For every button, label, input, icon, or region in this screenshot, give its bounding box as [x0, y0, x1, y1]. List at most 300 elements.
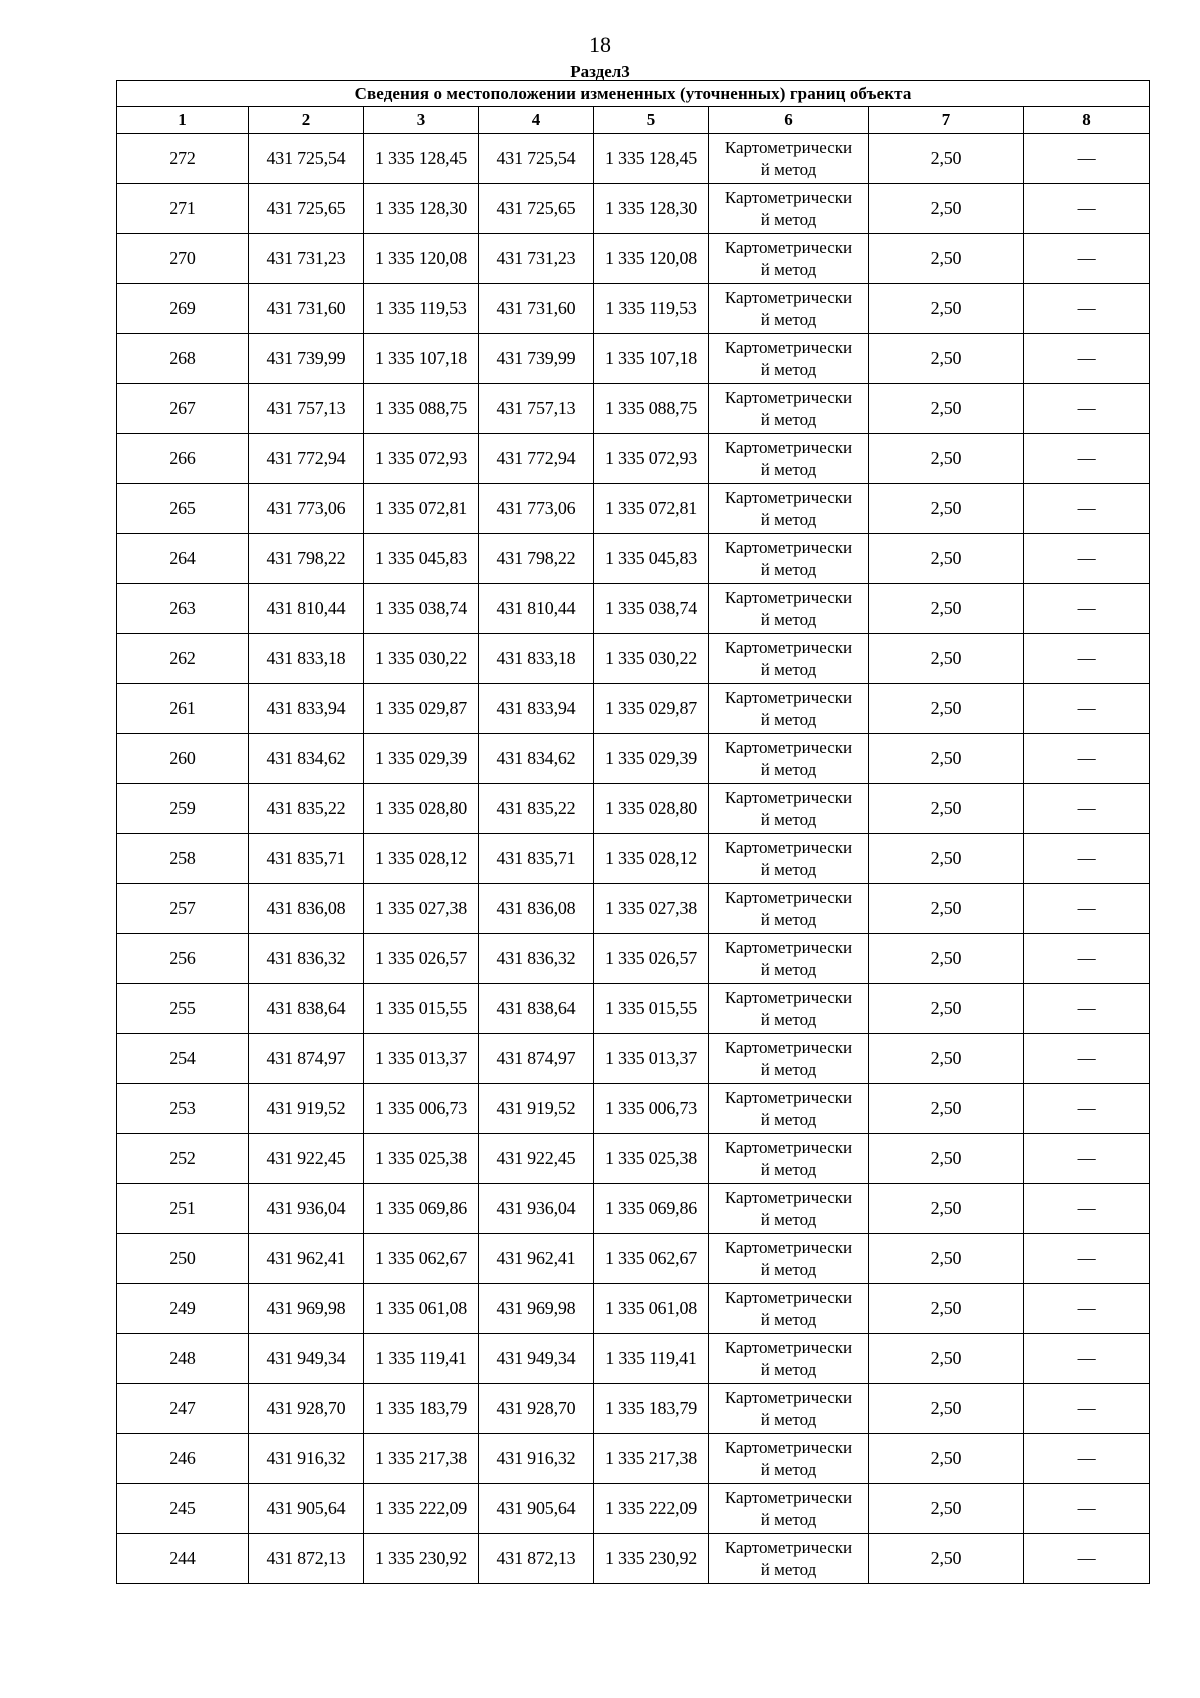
existing-x-cell: 431 772,94 — [249, 434, 364, 484]
table-row — [117, 784, 1150, 834]
existing-x-cell: 431 725,65 — [249, 184, 364, 234]
existing-y-cell: 1 335 072,93 — [364, 434, 479, 484]
point-number-cell: 265 — [117, 484, 249, 534]
existing-y-cell: 1 335 183,79 — [364, 1384, 479, 1434]
point-number-cell: 260 — [117, 734, 249, 784]
existing-y-cell: 1 335 025,38 — [364, 1134, 479, 1184]
description-cell: — — [1024, 1134, 1150, 1184]
existing-y-cell: 1 335 030,22 — [364, 634, 479, 684]
accuracy-cell: 2,50 — [869, 484, 1024, 534]
point-number-cell: 247 — [117, 1384, 249, 1434]
existing-x-cell: 431 836,08 — [249, 884, 364, 934]
refined-y-cell: 1 335 128,45 — [594, 134, 709, 184]
accuracy-cell: 2,50 — [869, 334, 1024, 384]
method-line-1: Картометрически — [724, 1437, 853, 1457]
method-line-1: Картометрически — [724, 787, 853, 807]
description-cell: — — [1024, 434, 1150, 484]
refined-y-cell: 1 335 015,55 — [594, 984, 709, 1034]
column-number: 8 — [1024, 107, 1150, 134]
method-line-2: й метод — [760, 1559, 817, 1579]
method-cell — [709, 1134, 869, 1184]
point-number-cell: 258 — [117, 834, 249, 884]
existing-x-cell: 431 949,34 — [249, 1334, 364, 1384]
accuracy-cell: 2,50 — [869, 434, 1024, 484]
refined-x-cell: 431 916,32 — [479, 1434, 594, 1484]
point-number-cell: 257 — [117, 884, 249, 934]
method-cell — [709, 234, 869, 284]
existing-x-cell: 431 833,18 — [249, 634, 364, 684]
method-line-1: Картометрически — [724, 1187, 853, 1207]
refined-y-cell: 1 335 027,38 — [594, 884, 709, 934]
method-cell — [709, 834, 869, 884]
existing-x-cell: 431 757,13 — [249, 384, 364, 434]
accuracy-cell: 2,50 — [869, 534, 1024, 584]
existing-y-cell: 1 335 107,18 — [364, 334, 479, 384]
description-cell: — — [1024, 884, 1150, 934]
table-row — [117, 1184, 1150, 1234]
refined-x-cell: 431 949,34 — [479, 1334, 594, 1384]
accuracy-cell: 2,50 — [869, 1434, 1024, 1484]
refined-x-cell: 431 838,64 — [479, 984, 594, 1034]
accuracy-cell: 2,50 — [869, 1534, 1024, 1584]
refined-y-cell: 1 335 119,53 — [594, 284, 709, 334]
refined-x-cell: 431 834,62 — [479, 734, 594, 784]
table-row — [117, 234, 1150, 284]
table-row — [117, 384, 1150, 434]
method-line-1: Картометрически — [724, 1287, 853, 1307]
method-line-2: й метод — [760, 509, 817, 529]
table-row — [117, 484, 1150, 534]
method-cell — [709, 384, 869, 434]
existing-y-cell: 1 335 006,73 — [364, 1084, 479, 1134]
description-cell: — — [1024, 1384, 1150, 1434]
description-cell: — — [1024, 684, 1150, 734]
refined-x-cell: 431 836,08 — [479, 884, 594, 934]
refined-x-cell: 431 928,70 — [479, 1384, 594, 1434]
column-number: 4 — [479, 107, 594, 134]
method-line-2: й метод — [760, 1109, 817, 1129]
refined-y-cell: 1 335 069,86 — [594, 1184, 709, 1234]
accuracy-cell: 2,50 — [869, 1184, 1024, 1234]
refined-x-cell: 431 798,22 — [479, 534, 594, 584]
accuracy-cell: 2,50 — [869, 734, 1024, 784]
point-number-cell: 249 — [117, 1284, 249, 1334]
existing-x-cell: 431 916,32 — [249, 1434, 364, 1484]
point-number-cell: 270 — [117, 234, 249, 284]
method-cell — [709, 534, 869, 584]
method-line-1: Картометрически — [724, 387, 853, 407]
method-line-1: Картометрически — [724, 537, 853, 557]
refined-x-cell: 431 836,32 — [479, 934, 594, 984]
method-line-2: й метод — [760, 1309, 817, 1329]
existing-y-cell: 1 335 038,74 — [364, 584, 479, 634]
existing-y-cell: 1 335 015,55 — [364, 984, 479, 1034]
method-line-2: й метод — [760, 1409, 817, 1429]
accuracy-cell: 2,50 — [869, 584, 1024, 634]
existing-x-cell: 431 962,41 — [249, 1234, 364, 1284]
refined-x-cell: 431 773,06 — [479, 484, 594, 534]
refined-x-cell: 431 810,44 — [479, 584, 594, 634]
method-cell — [709, 1184, 869, 1234]
point-number-cell: 251 — [117, 1184, 249, 1234]
accuracy-cell: 2,50 — [869, 284, 1024, 334]
description-cell: — — [1024, 984, 1150, 1034]
accuracy-cell: 2,50 — [869, 984, 1024, 1034]
existing-y-cell: 1 335 045,83 — [364, 534, 479, 584]
table-row — [117, 334, 1150, 384]
point-number-cell: 248 — [117, 1334, 249, 1384]
method-line-1: Картометрически — [724, 187, 853, 207]
refined-y-cell: 1 335 030,22 — [594, 634, 709, 684]
method-line-2: й метод — [760, 1209, 817, 1229]
method-line-2: й метод — [760, 759, 817, 779]
method-line-1: Картометрически — [724, 987, 853, 1007]
description-cell: — — [1024, 1284, 1150, 1334]
refined-x-cell: 431 833,18 — [479, 634, 594, 684]
existing-x-cell: 431 835,71 — [249, 834, 364, 884]
method-cell — [709, 334, 869, 384]
existing-x-cell: 431 810,44 — [249, 584, 364, 634]
refined-y-cell: 1 335 119,41 — [594, 1334, 709, 1384]
method-line-1: Картометрически — [724, 1387, 853, 1407]
existing-y-cell: 1 335 222,09 — [364, 1484, 479, 1534]
description-cell: — — [1024, 1184, 1150, 1234]
method-line-2: й метод — [760, 159, 817, 179]
table-row — [117, 1484, 1150, 1534]
description-cell: — — [1024, 734, 1150, 784]
refined-x-cell: 431 835,71 — [479, 834, 594, 884]
method-line-1: Картометрически — [724, 737, 853, 757]
existing-y-cell: 1 335 120,08 — [364, 234, 479, 284]
existing-y-cell: 1 335 026,57 — [364, 934, 479, 984]
existing-x-cell: 431 874,97 — [249, 1034, 364, 1084]
method-line-2: й метод — [760, 909, 817, 929]
refined-x-cell: 431 919,52 — [479, 1084, 594, 1134]
accuracy-cell: 2,50 — [869, 184, 1024, 234]
refined-y-cell: 1 335 029,87 — [594, 684, 709, 734]
table-row — [117, 534, 1150, 584]
table-caption: Сведения о местоположении измененных (уточненных) границ объекта — [117, 81, 1150, 107]
refined-y-cell: 1 335 128,30 — [594, 184, 709, 234]
point-number-cell: 261 — [117, 684, 249, 734]
description-cell: — — [1024, 1034, 1150, 1084]
method-line-1: Картометрически — [724, 487, 853, 507]
method-line-2: й метод — [760, 1459, 817, 1479]
table-row — [117, 1284, 1150, 1334]
existing-x-cell: 431 739,99 — [249, 334, 364, 384]
method-line-1: Картометрически — [724, 1237, 853, 1257]
refined-y-cell: 1 335 026,57 — [594, 934, 709, 984]
point-number-cell: 244 — [117, 1534, 249, 1584]
existing-y-cell: 1 335 013,37 — [364, 1034, 479, 1084]
accuracy-cell: 2,50 — [869, 384, 1024, 434]
method-line-1: Картометрически — [724, 587, 853, 607]
method-line-1: Картометрически — [724, 887, 853, 907]
refined-x-cell: 431 872,13 — [479, 1534, 594, 1584]
refined-y-cell: 1 335 120,08 — [594, 234, 709, 284]
refined-y-cell: 1 335 072,81 — [594, 484, 709, 534]
table-row — [117, 284, 1150, 334]
column-number: 6 — [709, 107, 869, 134]
point-number-cell: 264 — [117, 534, 249, 584]
method-line-2: й метод — [760, 309, 817, 329]
accuracy-cell: 2,50 — [869, 934, 1024, 984]
refined-x-cell: 431 731,60 — [479, 284, 594, 334]
existing-x-cell: 431 835,22 — [249, 784, 364, 834]
accuracy-cell: 2,50 — [869, 1334, 1024, 1384]
method-line-2: й метод — [760, 1509, 817, 1529]
method-line-2: й метод — [760, 959, 817, 979]
method-cell — [709, 1234, 869, 1284]
refined-x-cell: 431 731,23 — [479, 234, 594, 284]
method-line-2: й метод — [760, 859, 817, 879]
method-line-1: Картометрически — [724, 137, 853, 157]
method-line-2: й метод — [760, 1009, 817, 1029]
table-row — [117, 1034, 1150, 1084]
method-cell — [709, 1084, 869, 1134]
refined-y-cell: 1 335 062,67 — [594, 1234, 709, 1284]
method-line-1: Картометрически — [724, 1337, 853, 1357]
table-row — [117, 1084, 1150, 1134]
column-number: 1 — [117, 107, 249, 134]
table-row — [117, 1334, 1150, 1384]
method-line-1: Картометрически — [724, 837, 853, 857]
description-cell: — — [1024, 1234, 1150, 1284]
table-row — [117, 684, 1150, 734]
table-row — [117, 134, 1150, 184]
refined-y-cell: 1 335 072,93 — [594, 434, 709, 484]
accuracy-cell: 2,50 — [869, 1134, 1024, 1184]
method-line-2: й метод — [760, 359, 817, 379]
point-number-cell: 271 — [117, 184, 249, 234]
point-number-cell: 268 — [117, 334, 249, 384]
existing-y-cell: 1 335 061,08 — [364, 1284, 479, 1334]
accuracy-cell: 2,50 — [869, 834, 1024, 884]
point-number-cell: 246 — [117, 1434, 249, 1484]
method-cell — [709, 734, 869, 784]
description-cell: — — [1024, 384, 1150, 434]
page-number: 18 — [589, 32, 611, 57]
refined-x-cell: 431 739,99 — [479, 334, 594, 384]
column-number: 2 — [249, 107, 364, 134]
existing-x-cell: 431 834,62 — [249, 734, 364, 784]
refined-x-cell: 431 905,64 — [479, 1484, 594, 1534]
method-line-1: Картометрически — [724, 337, 853, 357]
method-line-2: й метод — [760, 459, 817, 479]
accuracy-cell: 2,50 — [869, 234, 1024, 284]
description-cell: — — [1024, 1484, 1150, 1534]
refined-y-cell: 1 335 045,83 — [594, 534, 709, 584]
existing-x-cell: 431 928,70 — [249, 1384, 364, 1434]
existing-x-cell: 431 922,45 — [249, 1134, 364, 1184]
existing-y-cell: 1 335 028,12 — [364, 834, 479, 884]
existing-y-cell: 1 335 128,45 — [364, 134, 479, 184]
table-row — [117, 1384, 1150, 1434]
column-number: 7 — [869, 107, 1024, 134]
method-line-2: й метод — [760, 1359, 817, 1379]
existing-y-cell: 1 335 028,80 — [364, 784, 479, 834]
accuracy-cell: 2,50 — [869, 634, 1024, 684]
existing-x-cell: 431 731,60 — [249, 284, 364, 334]
point-number-cell: 253 — [117, 1084, 249, 1134]
refined-x-cell: 431 874,97 — [479, 1034, 594, 1084]
existing-x-cell: 431 905,64 — [249, 1484, 364, 1534]
method-line-2: й метод — [760, 209, 817, 229]
table-caption-row — [117, 81, 1150, 107]
table-row — [117, 834, 1150, 884]
method-line-1: Картометрически — [724, 937, 853, 957]
method-cell — [709, 134, 869, 184]
refined-x-cell: 431 757,13 — [479, 384, 594, 434]
method-line-1: Картометрически — [724, 1037, 853, 1057]
refined-y-cell: 1 335 038,74 — [594, 584, 709, 634]
method-cell — [709, 984, 869, 1034]
refined-y-cell: 1 335 025,38 — [594, 1134, 709, 1184]
existing-x-cell: 431 872,13 — [249, 1534, 364, 1584]
existing-y-cell: 1 335 128,30 — [364, 184, 479, 234]
refined-y-cell: 1 335 006,73 — [594, 1084, 709, 1134]
point-number-cell: 255 — [117, 984, 249, 1034]
method-line-2: й метод — [760, 1159, 817, 1179]
method-cell — [709, 484, 869, 534]
refined-y-cell: 1 335 029,39 — [594, 734, 709, 784]
refined-x-cell: 431 725,54 — [479, 134, 594, 184]
method-line-1: Картометрически — [724, 687, 853, 707]
existing-x-cell: 431 833,94 — [249, 684, 364, 734]
refined-y-cell: 1 335 222,09 — [594, 1484, 709, 1534]
description-cell: — — [1024, 334, 1150, 384]
method-line-1: Картометрически — [724, 1487, 853, 1507]
existing-y-cell: 1 335 072,81 — [364, 484, 479, 534]
section-title: Раздел3 — [570, 62, 630, 81]
method-line-1: Картометрически — [724, 1537, 853, 1557]
table-row — [117, 584, 1150, 634]
method-line-2: й метод — [760, 259, 817, 279]
method-cell — [709, 1384, 869, 1434]
description-cell: — — [1024, 584, 1150, 634]
column-number-row — [117, 107, 1150, 134]
method-cell — [709, 1284, 869, 1334]
existing-x-cell: 431 798,22 — [249, 534, 364, 584]
description-cell: — — [1024, 534, 1150, 584]
existing-x-cell: 431 773,06 — [249, 484, 364, 534]
accuracy-cell: 2,50 — [869, 684, 1024, 734]
point-number-cell: 263 — [117, 584, 249, 634]
description-cell: — — [1024, 284, 1150, 334]
refined-x-cell: 431 969,98 — [479, 1284, 594, 1334]
description-cell: — — [1024, 934, 1150, 984]
method-cell — [709, 434, 869, 484]
existing-x-cell: 431 936,04 — [249, 1184, 364, 1234]
existing-y-cell: 1 335 230,92 — [364, 1534, 479, 1584]
accuracy-cell: 2,50 — [869, 1284, 1024, 1334]
column-number: 3 — [364, 107, 479, 134]
method-line-1: Картометрически — [724, 1137, 853, 1157]
method-line-1: Картометрически — [724, 1087, 853, 1107]
refined-y-cell: 1 335 028,12 — [594, 834, 709, 884]
table-body — [117, 134, 1150, 1584]
refined-y-cell: 1 335 028,80 — [594, 784, 709, 834]
method-cell — [709, 784, 869, 834]
method-cell — [709, 1484, 869, 1534]
refined-x-cell: 431 962,41 — [479, 1234, 594, 1284]
point-number-cell: 250 — [117, 1234, 249, 1284]
refined-y-cell: 1 335 107,18 — [594, 334, 709, 384]
refined-y-cell: 1 335 088,75 — [594, 384, 709, 434]
point-number-cell: 262 — [117, 634, 249, 684]
method-line-2: й метод — [760, 609, 817, 629]
existing-y-cell: 1 335 119,53 — [364, 284, 479, 334]
description-cell: — — [1024, 1534, 1150, 1584]
description-cell: — — [1024, 634, 1150, 684]
description-cell: — — [1024, 134, 1150, 184]
method-line-2: й метод — [760, 809, 817, 829]
accuracy-cell: 2,50 — [869, 1084, 1024, 1134]
method-line-1: Картометрически — [724, 287, 853, 307]
existing-y-cell: 1 335 029,39 — [364, 734, 479, 784]
method-line-2: й метод — [760, 409, 817, 429]
table-row — [117, 984, 1150, 1034]
table-row — [117, 734, 1150, 784]
description-cell: — — [1024, 1334, 1150, 1384]
description-cell: — — [1024, 184, 1150, 234]
existing-x-cell: 431 725,54 — [249, 134, 364, 184]
description-cell: — — [1024, 1434, 1150, 1484]
refined-y-cell: 1 335 183,79 — [594, 1384, 709, 1434]
method-line-1: Картометрически — [724, 437, 853, 457]
method-line-2: й метод — [760, 1059, 817, 1079]
table-row — [117, 884, 1150, 934]
boundary-coordinates-table — [116, 80, 1150, 1584]
existing-x-cell: 431 836,32 — [249, 934, 364, 984]
existing-x-cell: 431 838,64 — [249, 984, 364, 1034]
point-number-cell: 267 — [117, 384, 249, 434]
existing-y-cell: 1 335 088,75 — [364, 384, 479, 434]
method-line-2: й метод — [760, 659, 817, 679]
point-number-cell: 254 — [117, 1034, 249, 1084]
point-number-cell: 269 — [117, 284, 249, 334]
method-cell — [709, 934, 869, 984]
accuracy-cell: 2,50 — [869, 1384, 1024, 1434]
existing-y-cell: 1 335 069,86 — [364, 1184, 479, 1234]
refined-y-cell: 1 335 061,08 — [594, 1284, 709, 1334]
accuracy-cell: 2,50 — [869, 784, 1024, 834]
method-line-2: й метод — [760, 1259, 817, 1279]
accuracy-cell: 2,50 — [869, 1484, 1024, 1534]
point-number-cell: 266 — [117, 434, 249, 484]
refined-y-cell: 1 335 230,92 — [594, 1534, 709, 1584]
method-cell — [709, 184, 869, 234]
refined-x-cell: 431 936,04 — [479, 1184, 594, 1234]
point-number-cell: 252 — [117, 1134, 249, 1184]
refined-y-cell: 1 335 013,37 — [594, 1034, 709, 1084]
method-cell — [709, 1334, 869, 1384]
method-line-1: Картометрически — [724, 237, 853, 257]
method-cell — [709, 684, 869, 734]
table-row — [117, 184, 1150, 234]
column-number: 5 — [594, 107, 709, 134]
description-cell: — — [1024, 234, 1150, 284]
description-cell: — — [1024, 1084, 1150, 1134]
refined-x-cell: 431 772,94 — [479, 434, 594, 484]
method-cell — [709, 1534, 869, 1584]
method-cell — [709, 884, 869, 934]
existing-y-cell: 1 335 217,38 — [364, 1434, 479, 1484]
method-cell — [709, 284, 869, 334]
existing-y-cell: 1 335 029,87 — [364, 684, 479, 734]
point-number-cell: 245 — [117, 1484, 249, 1534]
existing-x-cell: 431 919,52 — [249, 1084, 364, 1134]
